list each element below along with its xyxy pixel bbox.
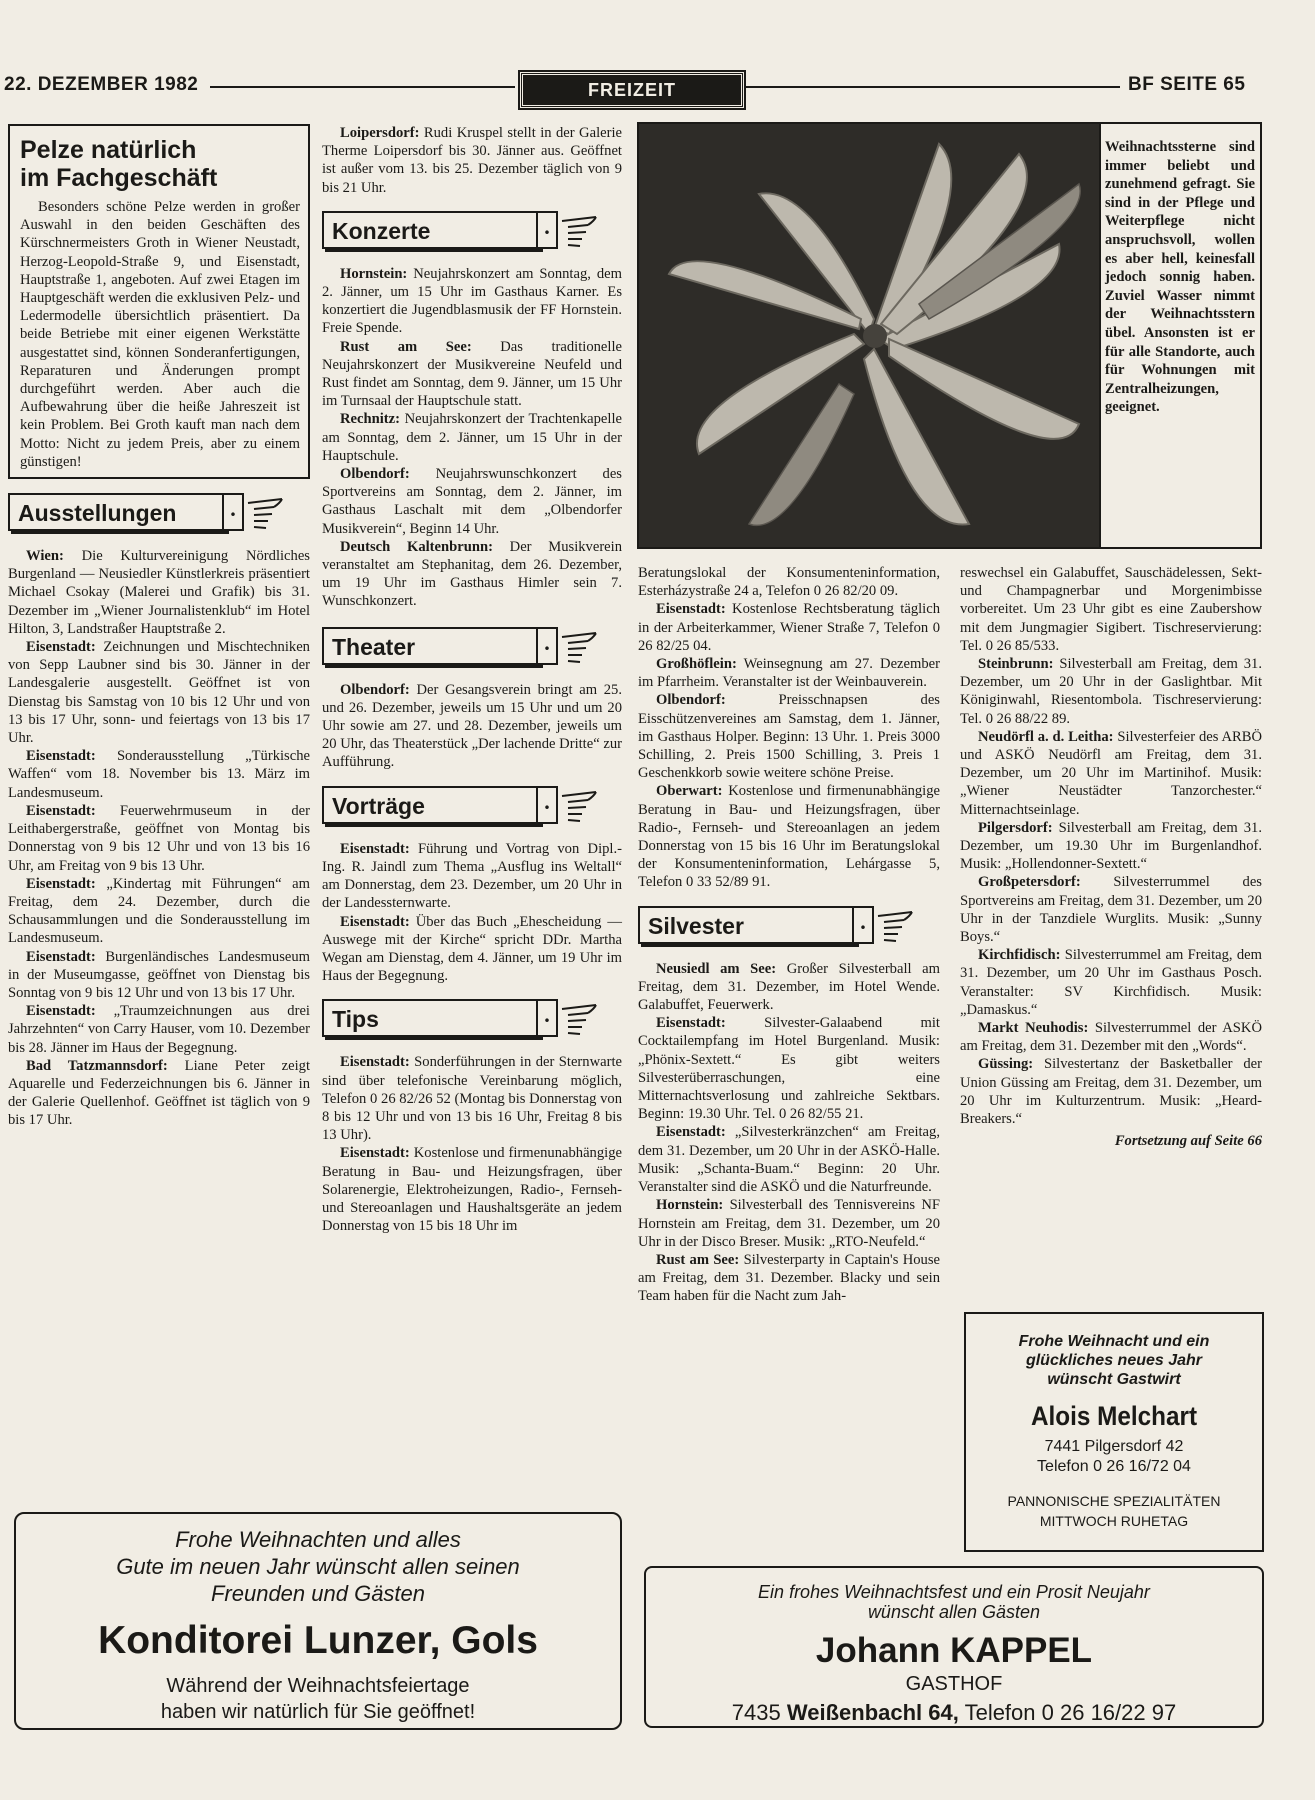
section-header-konzerte: Konzerte . <box>322 211 622 251</box>
pointing-hand-icon <box>246 495 286 531</box>
list-item: Oberwart: Kostenlose und firmenunabhängige Beratung in Bau- und Heizungsfragen, über Radio-, Fernseh- und Stereoanlagen an jedem Donnerstag von 15 bis 16 Uhr im Beratungslokal der Konsumenteninformation, Lehárgasse 5, Telefon 0 33 52/89 91. <box>638 783 940 891</box>
list-item: Pilgersdorf: Silvesterball am Freitag, dem 31. Dezember, um 19.30 Uhr im Burgenlandhof. Musik: „Hollendonner-Sextett.“ <box>960 819 1262 873</box>
list-item: Bad Tatzmannsdorf: Liane Peter zeigt Aquarelle und Federzeichnungen bis 6. Jänner in der Galerie Quellenhof. Geöffnet ist täglich von 9 bis 17 Uhr. <box>8 1057 310 1129</box>
ad-note-1: Während der Weihnachtsfeiertage <box>166 1675 470 1697</box>
ad-alois-melchart <box>964 1312 1264 1552</box>
ad-phone: Telefon 0 26 16/72 04 <box>1037 1458 1191 1475</box>
konzerte-list <box>322 265 622 611</box>
list-item: Loipersdorf: Rudi Kruspel stellt in der Galerie Therme Loipersdorf bis 30. Jänner aus. Geöffnet ist außer vom 13. bis 25. Dezember täglich von 9 bis 21 Uhr. <box>322 125 622 196</box>
ad-business-name: Konditorei Lunzer, Gols <box>98 1619 538 1662</box>
list-item: Eisenstadt: Kostenlose Rechtsberatung täglich in der Arbeiterkammer, Wiener Straße 7, Telefon 0 26 82/25 04. <box>638 601 940 654</box>
column-3 <box>638 564 940 1306</box>
continued-on-page: Fortsetzung auf Seite 66 <box>1114 1133 1262 1150</box>
ad-address: 7435 Weißenbachl 64, Telefon 0 26 16/22 97 <box>731 1700 1177 1725</box>
ad-greeting-3: wünscht Gastwirt <box>1047 1371 1181 1388</box>
list-item: Eisenstadt: Burgenländisches Landesmuseum in der Museumgasse, geöffnet von Dienstag bis Sonntag von 9 bis 12 Uhr und von 13 bis 17 Uhr. <box>8 948 310 1001</box>
header-rule-left <box>210 86 515 88</box>
tips-list <box>322 1053 622 1235</box>
list-item: Rechnitz: Neujahrskonzert der Trachtenkapelle am Sonntag, dem 2. Jänner, um 15 Uhr in der Hauptschule. <box>322 411 622 464</box>
ad-greeting-1: Frohe Weihnacht und ein <box>1018 1333 1210 1350</box>
section-header-tips: Tips . <box>322 999 622 1039</box>
list-item: Olbendorf: Neujahrswunschkonzert des Sportvereins am Sonntag, dem 2. Jänner, im Gasthaus Laschalt mit dem „Olbendorfer Musikverein“, Beginn 14 Uhr. <box>322 466 622 537</box>
continued-text: reswechsel ein Galabuffet, Sauschädelessen, Sekt- und Champagnerbar und Morgenimbisse vorbereitet. Um 23 Uhr gibt es eine Zaubershow mit dem Jungmagier Sigibert. Tischreservierung: Tel. 0 26 85/533. <box>960 565 1262 654</box>
list-item: Großhöflein: Weinsegnung am 27. Dezember im Pfarrheim. Veranstalter ist der Weinbauverein. <box>638 656 940 691</box>
pointing-hand-icon <box>560 788 600 824</box>
ad-business-type: GASTHOF <box>905 1673 1003 1695</box>
list-item: Eisenstadt: Feuerwehrmuseum in der Leithabergerstraße, geöffnet von Montag bis Donnerstag von 9 bis 12 Uhr und von 13 bis 16 Uhr, am Freitag von 9 bis 13 Uhr. <box>8 802 310 874</box>
column-4 <box>960 564 1262 1151</box>
list-item: Rust am See: Silvesterparty in Captain's House am Freitag, dem 31. Dezember. Blacky und sein Team haben für die Nacht zum Jah- <box>638 1251 940 1305</box>
list-item: Großpetersdorf: Silvesterrummel des Sportvereins am Freitag, dem 31. Dezember, um 20 Uhr in der Tanzdiele Wurglits. Musik: „Sunny Boys.“ <box>960 874 1262 946</box>
list-item: Neusiedl am See: Großer Silvesterball am Freitag, dem 31. Dezember, im Hotel Wende. Galabuffet, Feuerwerk. <box>638 960 940 1014</box>
list-item: Wien: Die Kulturvereinigung Nördliches Burgenland — Neusiedler Künstlerkreis präsentiert Michael Csokay (Malerei und Grafik) bis 31. Dezember im „Wiener Journalistenklub“ im Hotel Hilton, 3, Landstraßer Hauptstraße 2. <box>8 548 310 637</box>
ad-note-2: MITTWOCH RUHETAG <box>1039 1513 1189 1529</box>
ad-johann-kappel <box>644 1566 1264 1728</box>
ad-greeting-3: Freunden und Gästen <box>210 1581 426 1606</box>
list-item: Hornstein: Silvesterball des Tennisvereins NF Hornstein am Freitag, dem 31. Dezember, um 20 Uhr in der Disco Breser. Musik: „RTO-Neufeld.“ <box>638 1197 940 1250</box>
list-item: Eisenstadt: Silvester-Galaabend mit Cocktailempfang im Hotel Burgenland. Musik: „Phönix-Sextett.“ Es gibt weiters Silvesterüberraschungen, eine Mitternachtsverlosung und zahlreiche Sektbars. Beginn: 19.30 Uhr. Tel. 0 26 82/55 21. <box>638 1015 940 1123</box>
ausstellungen-list <box>8 547 310 1130</box>
list-item: Eisenstadt: Kostenlose und firmenunabhängige Beratung in Bau- und Heizungsfragen, über Solarenergie, Elektroheizungen, Radio-, Fernseh- und Stereoanlagen und Haushaltsgeräte an jedem Donnerstag von 15 bis 18 Uhr im <box>322 1145 622 1235</box>
pointing-hand-icon <box>560 629 600 665</box>
fur-article-title: Pelze natürlich im Fachgeschäft <box>20 136 218 192</box>
tips-list-continued <box>638 600 940 891</box>
photo-frame <box>637 122 1262 549</box>
list-item: Eisenstadt: Sonderausstellung „Türkische Waffen“ vom 18. November bis 13. März im Landesmuseum. <box>8 748 310 801</box>
section-header-vortraege: Vorträge . <box>322 786 622 826</box>
ad-greeting-2: Gute im neuen Jahr wünscht allen seinen <box>116 1554 520 1579</box>
list-item: Eisenstadt: Über das Buch „Ehescheidung — Auswege mit der Kirche“ spricht DDr. Martha Wegan am Dienstag, dem 4. Jänner, um 19 Uhr im Haus der Begegnung. <box>322 913 622 985</box>
ad-greeting-1: Frohe Weihnachten und alles <box>175 1527 461 1552</box>
ad-business-name: Alois Melchart <box>1030 1401 1198 1431</box>
ad-greeting-2: glückliches neues Jahr <box>1025 1352 1203 1369</box>
list-item: Eisenstadt: Zeichnungen und Mischtechniken von Sepp Laubner sind bis 30. Jänner in der Landesgalerie ausgestellt. Geöffnet ist von Dienstag bis Samstag von 10 bis 12 Uhr und von 13 bis 17 Uhr, sonn- und feiertags von 13 bis 17 Uhr. <box>8 639 310 747</box>
list-item: Markt Neuhodis: Silvesterrummel der ASKÖ am Freitag, dem 31. Dezember mit den „Words“. <box>960 1020 1262 1055</box>
fur-article-box <box>8 124 310 479</box>
silvester-list <box>638 960 940 1306</box>
list-item: Eisenstadt: Führung und Vortrag von Dipl.-Ing. R. Jaindl zum Thema „Ausflug ins Weltall“ am Donnerstag, dem 23. Dezember, um 20 Uhr in der Landessternwarte. <box>322 840 622 912</box>
photo-caption: Weihnachtssterne sind immer beliebt und zunehmend gefragt. Sie sind in der Pflege und Weiterpflege nicht anspruchsvoll, wollen es aber hell, keinesfall jedoch sonnig haben. Zuviel Wasser nimmt der Weihnachtsstern übel. Ansonsten ist er für alle Standorte, auch für Wohnungen mit Zentralheizungen, geeignet. <box>1105 139 1255 416</box>
section-rubric: FREIZEIT <box>520 72 744 108</box>
fur-article-text: Besonders schöne Pelze werden in großer Auswahl in den beiden Geschäften des Kürschnermeisters Groth in Wiener Neustadt, Herzog-Leopold-Straße 9, und Eisenstadt, Hauptstraße 1, angeboten. Auf zwei Etagen im Hauptgeschäft werden die exklusiven Pelz- und Ledermodelle übersichtlich präsentiert. Da beide Betriebe mit einer eigenen Werkstätte ausgestattet sind, können Sonderanfertigungen, Reparaturen und Änderungen prompt durchgeführt werden. Aber auch die Aufbewahrung über die heiße Jahreszeit ist kein Problem. Bei Groth kauft man nach dem Motto: Nicht zu jedem Preis, aber zu einem günstigen! <box>20 199 300 470</box>
vortraege-list <box>322 840 622 986</box>
list-item: Deutsch Kaltenbrunn: Der Musikverein veranstaltet am Stephanitag, dem 26. Dezember, um 19 Uhr im Gasthaus Himler sein 7. Wunschkonzert. <box>322 538 623 610</box>
continued-text: Beratungslokal der Konsumenteninformation, Esterházystraße 24 a, Telefon 0 26 82/20 09. <box>638 565 940 600</box>
list-item: Eisenstadt: „Kindertag mit Führungen“ am Freitag, dem 24. Dezember, durch die Schausammlungen und die Sonderausstellung im Landesmuseum. <box>8 875 310 947</box>
section-header-ausstellungen: Ausstellungen . <box>8 493 310 533</box>
list-item: Kirchfidisch: Silvesterrummel am Freitag, dem 31. Dezember, um 20 Uhr im Gasthaus Posch. Veranstalter: SV Kirchfidisch. Musik: „Damaskus.“ <box>960 947 1262 1018</box>
list-item: Olbendorf: Der Gesangsverein bringt am 25. und 26. Dezember, jeweils um 15 Uhr und um 20 Uhr sowie am 27. und 28. Dezember, jeweils um 20 Uhr, das Theaterstück „Der lachende Dritte“ zur Aufführung. <box>322 681 623 771</box>
poinsettia-photo <box>639 124 1099 547</box>
section-header-silvester: Silvester . <box>638 906 940 946</box>
ad-business-name: Johann KAPPEL <box>815 1631 1093 1670</box>
pointing-hand-icon <box>876 908 916 944</box>
ad-greeting-2: wünscht allen Gästen <box>867 1602 1041 1622</box>
header-rule-right <box>745 86 1120 88</box>
silvester-list-continued <box>960 655 1262 1128</box>
list-item: Eisenstadt: „Silvesterkränzchen“ am Freitag, dem 31. Dezember, um 20 Uhr in der ASKÖ-Halle. Musik: „Schanta-Buam.“ Beginn: 20 Uhr. Veranstalter sind die ASKÖ und die Naturfreunde. <box>638 1124 940 1196</box>
ad-note-1: PANNONISCHE SPEZIALITÄTEN <box>1007 1493 1221 1509</box>
list-item: Güssing: Silvestertanz der Basketballer der Union Güssing am Freitag, dem 31. Dezember, um 20 Uhr im Kulturzentrum. Musik: „Heard-Breakers.“ <box>960 1056 1262 1128</box>
issue-date: 22. DEZEMBER 1982 <box>4 74 199 95</box>
list-item: Steinbrunn: Silvesterball am Freitag, dem 31. Dezember, um 20 Uhr in der Gaslightbar. Mit Königinwahl, Riesentombola. Tischreservierung: Tel. 0 26 88/22 89. <box>960 656 1262 727</box>
ad-greeting-1: Ein frohes Weihnachtsfest und ein Prosit Neujahr <box>758 1582 1150 1602</box>
pointing-hand-icon <box>560 213 600 249</box>
list-item: Eisenstadt: „Traumzeichnungen aus drei Jahrzehnten“ von Carry Hauser, vom 10. Dezember bis 28. Jänner im Haus der Begegnung. <box>8 1003 310 1056</box>
ad-konditorei-lunzer <box>14 1512 622 1730</box>
section-header-theater: Theater . <box>322 627 622 667</box>
list-item: Olbendorf: Preisschnapsen des Eisschützenvereines am Samstag, dem 1. Jänner, im Gasthaus Holper. Beginn: 13 Uhr. 1. Preis 3000 Schilling, 2. Preis 1500 Schilling, 3. Preis 1 Geschenkkorb sowie weitere schöne Preise. <box>638 692 940 782</box>
list-item: Rust am See: Das traditionelle Neujahrskonzert der Musikvereine Neufeld und Rust findet am Sonntag, dem 9. Jänner, um 15 Uhr im Turnsaal der Hauptschule statt. <box>322 338 622 410</box>
pointing-hand-icon <box>560 1001 600 1037</box>
caption-divider <box>1099 124 1101 547</box>
page-number: BF SEITE 65 <box>1128 74 1246 95</box>
column-2 <box>322 124 622 1235</box>
list-item: Hornstein: Neujahrskonzert am Sonntag, dem 2. Jänner, um 15 Uhr im Gasthaus Karner. Es konzertiert die Jugendblasmusik der FF Hornstein. Freie Spende. <box>322 265 622 337</box>
list-item: Eisenstadt: Sonderführungen in der Sternwarte sind über telefonische Vereinbarung möglich, Telefon 0 26 82/26 52 (Montag bis Donnerstag von 8 bis 12 Uhr und von 13 bis 16 Uhr, Freitag 8 bis 13 Uhr). <box>322 1054 622 1144</box>
ad-address: 7441 Pilgersdorf 42 <box>1044 1438 1184 1455</box>
ad-note-2: haben wir natürlich für Sie geöffnet! <box>160 1701 476 1723</box>
list-item: Neudörfl a. d. Leitha: Silvesterfeier des ARBÖ und ASKÖ Neudörfl am Freitag, dem 31. Dezember, um 20 Uhr im Martinihof. Musik: „Wiener Neustädter Tanzorchester.“ Mitternachtseinlage. <box>960 728 1262 818</box>
column-1 <box>8 124 310 1130</box>
theater-list <box>322 681 622 772</box>
